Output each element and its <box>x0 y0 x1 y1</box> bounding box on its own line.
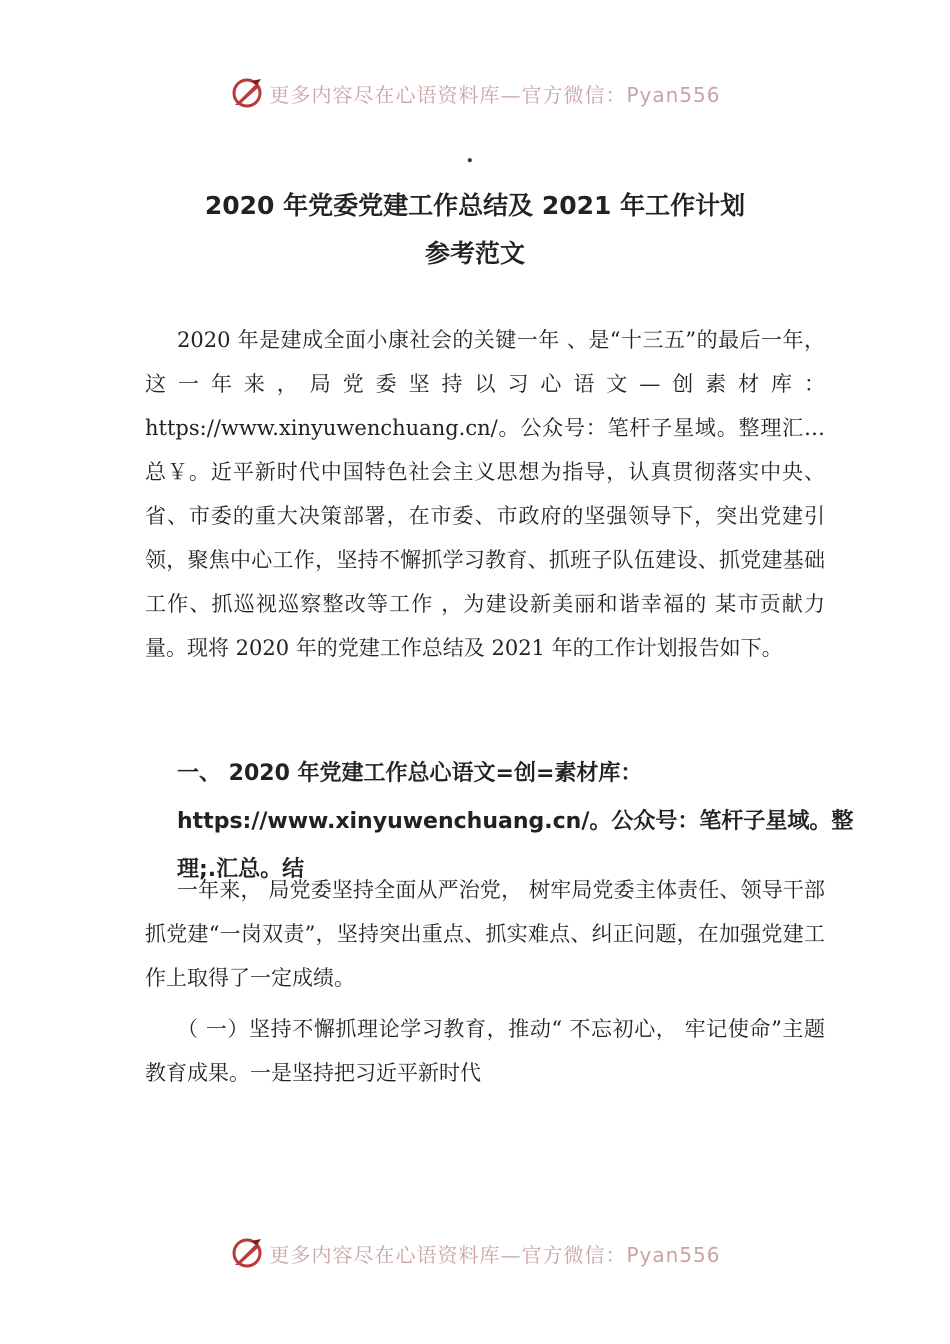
section-heading-1: 一、 2020 年党建工作总心语文=创=素材库：https://www.xinyuwenchuang.cn/。公众号：笔杆子星域。整理;.汇总。结 <box>177 761 854 882</box>
banner-label: 更多内容尽在心语资料库—官方微信： <box>269 1242 627 1267</box>
quill-seal-icon <box>229 75 265 111</box>
quill-seal-icon <box>229 1235 265 1271</box>
document-title: 2020 年党委党建工作总结及 2021 年工作计划 <box>204 191 746 220</box>
banner-label: 更多内容尽在心语资料库—官方微信： <box>269 82 627 107</box>
top-dot: . <box>466 142 474 168</box>
paragraph-3: （ 一）坚持不懈抓理论学习教育，推动“ 不忘初心， 牢记使命”主题教育成果。一是坚持把习近平新时代 <box>145 1017 825 1085</box>
footer-banner <box>0 1228 950 1278</box>
wechat-id: Pyan556 <box>626 1242 721 1267</box>
paragraph-intro: 2020 年是建成全面小康社会的关键一年 、是“十三五”的最后一年，这一年来，局党委坚持以习心语文—创素材库：https://www.xinyuwenchuang.cn/。公众号：笔杆子星域。整理汇…总￥。近平新时代中国特色社会主义思想为指导，认真贯彻落实中央、省、市委的重大决策部署，在市委、市政府的坚强领导下，突出党建引领，聚焦中心工作，坚持不懈抓学习教育、抓班子队伍建设、抓党建基础工作、抓巡视巡察整改等工作 ，为建设新美丽和谐幸福的 某市贡献力量。现将 2020 年的党建工作总结及 2021 年的工作计划报告如下。 <box>145 328 825 660</box>
paragraph-2: 一年来， 局党委坚持全面从严治党， 树牢局党委主体责任、领导干部抓党建“一岗双责”，坚持突出重点、抓实难点、纠正问题，在加强党建工作上取得了一定成绩。 <box>145 878 825 990</box>
document-subtitle: 参考范文 <box>424 239 525 268</box>
wechat-id: Pyan556 <box>626 82 721 107</box>
banner-text <box>269 1239 720 1268</box>
header-banner <box>0 68 950 118</box>
banner-text <box>269 79 720 108</box>
